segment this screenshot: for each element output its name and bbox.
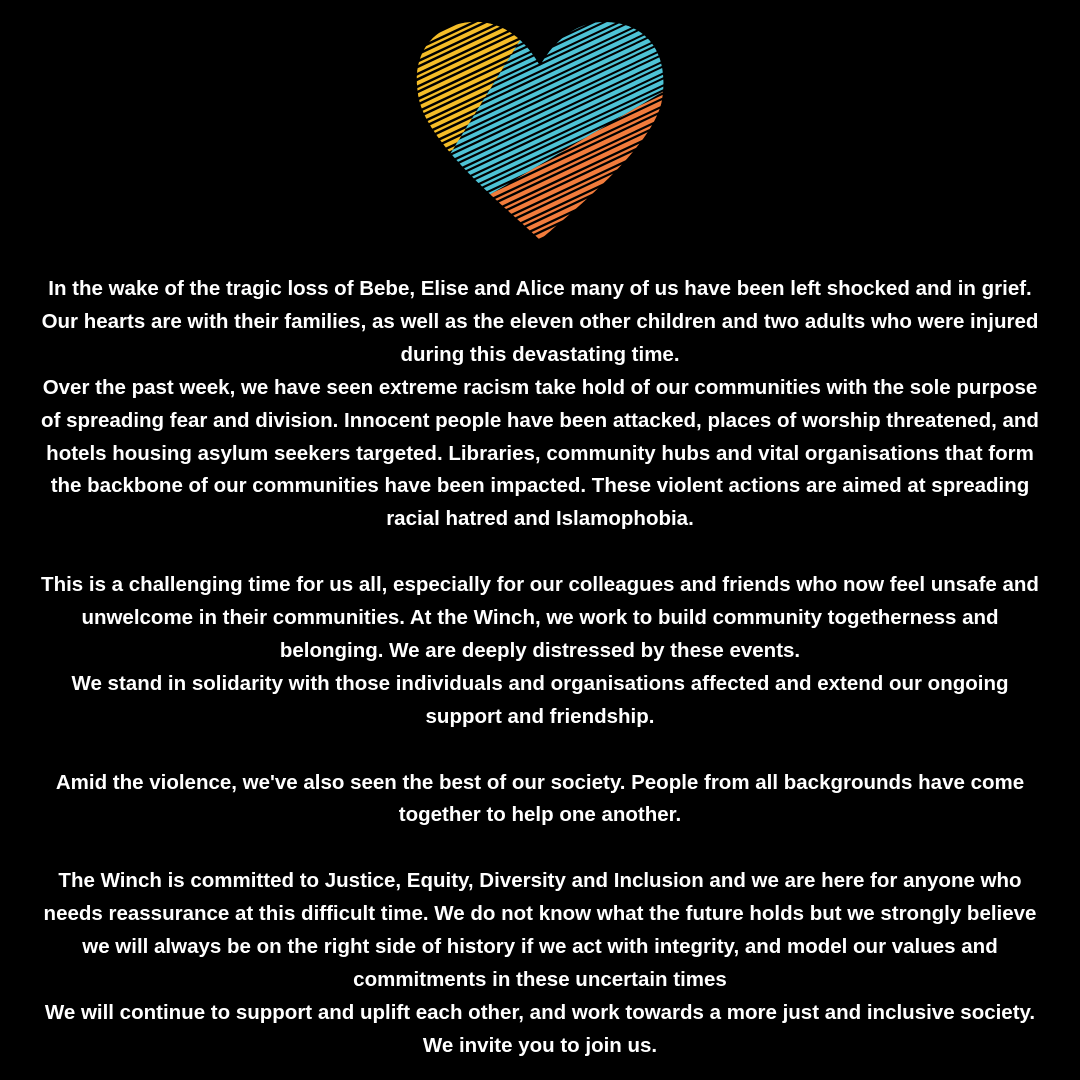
heart-scribble-stroke (404, 14, 676, 30)
paragraph-gap (40, 536, 1040, 569)
paragraph-best-of-society: Amid the violence, we've also seen the best of our society. People from all backgrounds have come together to help one another. (55, 770, 1025, 827)
paragraph-gap (40, 832, 1040, 865)
heart-scribble-stroke (404, 157, 676, 244)
heart-scribble-stroke (404, 210, 676, 244)
paragraph-loss: In the wake of the tragic loss of Bebe, Elise and Alice many of us have been left shocked and in grief. Our hearts are with their families, as well as the eleven other children and two adults who were injured during this devastating time. (41, 277, 1039, 366)
paragraph-commitment: The Winch is committed to Justice, Equity, Diversity and Inclusion and we are here for anyone who needs reassurance at this difficult time. We do not know what the future holds but we strongly believe we will always be on the right side of history if we act with integrity, and model our values and commitments in these uncertain times (43, 869, 1037, 991)
paragraph-solidarity: We stand in solidarity with those individuals and organisations affected and extend our ongoing support and friendship. (71, 671, 1009, 728)
paragraph-challenging-time: This is a challenging time for us all, especially for our colleagues and friends who now feel unsafe and unwelcome in their communities. At the Winch, we work to build community togetherness and belonging. We are deeply distressed by these events. (41, 573, 1039, 662)
heart-scribble-stroke (404, 170, 676, 244)
paragraph-gap (40, 734, 1040, 767)
heart-scribble-stroke (404, 208, 676, 244)
statement-text (40, 273, 1040, 1063)
paragraph-invitation: We will continue to support and uplift each other, and work towards a more just and inclusive society. We invite you to join us. (44, 1000, 1036, 1057)
heart-scribble-stroke (404, 14, 676, 24)
scribble-heart-icon (404, 14, 676, 244)
heart-scribble-stroke (404, 172, 676, 244)
heart-scribble-stroke (404, 170, 676, 244)
heart-scribble-stroke (404, 132, 676, 244)
heart-scribble-stroke (404, 241, 676, 244)
paragraph-racism: Over the past week, we have seen extreme racism take hold of our communities with the sole purpose of spreading fear and division. Innocent people have been attacked, places of worship threatened, and hotels housing asylum seekers targeted. Libraries, community hubs and vital organisations that form the backbone of our communities have been impacted. These violent actions are aimed at spreading racial hatred and Islamophobia. (41, 375, 1039, 531)
